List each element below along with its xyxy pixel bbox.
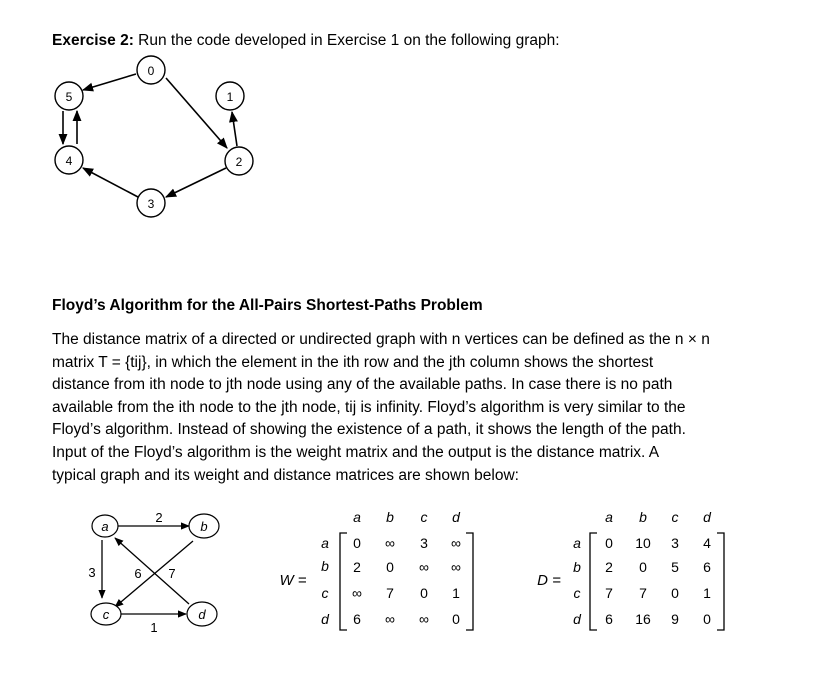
exercise-text: Run the code developed in Exercise 1 on the following graph: bbox=[133, 32, 560, 49]
matrix-cell: ∞ bbox=[451, 559, 461, 575]
weight-matrix-col-headers bbox=[353, 509, 461, 525]
matrix-cell: 10 bbox=[635, 535, 651, 551]
matrix-cell: 0 bbox=[386, 559, 394, 575]
distance-matrix bbox=[537, 509, 724, 630]
edge-2-3 bbox=[166, 168, 226, 197]
row-header: d bbox=[321, 611, 329, 627]
matrix-cell: ∞ bbox=[352, 585, 362, 601]
svg-text:c: c bbox=[102, 607, 110, 622]
row-header: c bbox=[321, 585, 329, 601]
matrix-cell: ∞ bbox=[451, 535, 461, 551]
graph1-node-4 bbox=[55, 146, 83, 174]
row-header: a bbox=[573, 535, 581, 551]
matrix-cell: 0 bbox=[639, 559, 647, 575]
right-bracket bbox=[717, 533, 724, 630]
weight-cd: 1 bbox=[150, 620, 158, 635]
col-header: c bbox=[420, 509, 428, 525]
svg-text:1: 1 bbox=[226, 90, 234, 104]
row-header: b bbox=[573, 559, 581, 575]
row-header: c bbox=[573, 585, 581, 601]
matrix-cell: 7 bbox=[639, 585, 647, 601]
paragraph-line: matrix T = {tij}, in which the element in the ith row and the jth column shows the shortest bbox=[52, 353, 654, 371]
matrix-cell: 7 bbox=[605, 585, 613, 601]
graph1-node-3 bbox=[137, 189, 165, 217]
col-header: d bbox=[452, 509, 460, 525]
left-bracket bbox=[590, 533, 597, 630]
section-title: Floyd’s Algorithm for the All-Pairs Shortest-Paths Problem bbox=[52, 297, 483, 314]
graph2-edges bbox=[102, 526, 193, 614]
matrix-cell: 1 bbox=[703, 585, 711, 601]
svg-text:4: 4 bbox=[65, 154, 73, 168]
edge-d-a bbox=[115, 538, 189, 604]
graph1-node-0 bbox=[137, 56, 165, 84]
matrix-cell: 0 bbox=[452, 611, 460, 627]
matrix-cell: 9 bbox=[671, 611, 679, 627]
paragraph-line: typical graph and its weight and distance matrices are shown below: bbox=[52, 466, 519, 484]
svg-text:5: 5 bbox=[65, 90, 73, 104]
svg-text:b: b bbox=[200, 519, 208, 534]
matrix-cell: ∞ bbox=[419, 559, 429, 575]
matrix-cell: ∞ bbox=[385, 535, 395, 551]
graph2-node-a bbox=[92, 515, 118, 537]
matrix-cell: 0 bbox=[353, 535, 361, 551]
graph2-node-c bbox=[91, 603, 121, 625]
paragraph-line: Floyd’s algorithm. Instead of showing the existence of a path, it shows the length of the path. bbox=[52, 421, 686, 439]
matrix-cell: 1 bbox=[452, 585, 460, 601]
matrix-cell: 2 bbox=[605, 559, 613, 575]
graph1-node-5 bbox=[55, 82, 83, 110]
edge-2-1 bbox=[232, 112, 237, 146]
svg-text:3: 3 bbox=[147, 197, 155, 211]
edge-3-4 bbox=[83, 168, 138, 197]
matrix-cell: ∞ bbox=[419, 611, 429, 627]
weight-matrix-row-headers bbox=[321, 535, 330, 627]
graph2-node-d bbox=[187, 602, 217, 626]
matrix-cell: 0 bbox=[420, 585, 428, 601]
distance-matrix-col-headers bbox=[605, 509, 712, 525]
graph1-edges bbox=[63, 74, 237, 197]
graph2-node-b bbox=[189, 514, 219, 538]
row-header: d bbox=[573, 611, 581, 627]
col-header: b bbox=[639, 509, 647, 525]
paragraph-line: available from the ith node to the jth node, tij is infinity. Floyd’s algorithm is very similar to the bbox=[52, 398, 686, 416]
matrix-cell: 16 bbox=[635, 611, 651, 627]
matrix-cell: 0 bbox=[671, 585, 679, 601]
svg-text:2: 2 bbox=[235, 155, 243, 169]
matrix-cell: ∞ bbox=[385, 611, 395, 627]
col-header: a bbox=[353, 509, 361, 525]
matrix-cell: 4 bbox=[703, 535, 711, 551]
weight-ab: 2 bbox=[155, 510, 163, 525]
matrix-cell: 5 bbox=[671, 559, 679, 575]
matrix-cell: 3 bbox=[671, 535, 679, 551]
paragraph-line: The distance matrix of a directed or undirected graph with n vertices can be defined as the n × n bbox=[52, 331, 710, 348]
svg-text:0: 0 bbox=[147, 64, 155, 78]
row-header: a bbox=[321, 535, 329, 551]
description-paragraph bbox=[52, 329, 782, 487]
matrix-cell: 0 bbox=[605, 535, 613, 551]
svg-text:a: a bbox=[101, 519, 109, 534]
col-header: a bbox=[605, 509, 613, 525]
edge-0-5 bbox=[83, 74, 136, 90]
matrix-cell: 2 bbox=[353, 559, 361, 575]
weight-matrix-cells bbox=[352, 535, 461, 627]
weight-matrix bbox=[279, 509, 473, 630]
matrix-cell: 6 bbox=[605, 611, 613, 627]
distance-matrix-row-headers bbox=[573, 535, 582, 627]
left-bracket bbox=[340, 533, 347, 630]
matrix-cell: 7 bbox=[386, 585, 394, 601]
row-header: b bbox=[321, 558, 329, 574]
paragraph-line: Input of the Floyd’s algorithm is the weight matrix and the output is the distance matrix. A bbox=[52, 443, 660, 461]
distance-matrix-name: D = bbox=[537, 572, 561, 589]
matrix-cell: 3 bbox=[420, 535, 428, 551]
distance-matrix-cells bbox=[605, 535, 711, 627]
paragraph-line: distance from ith node to jth node using any of the available paths. In case there is no path bbox=[52, 376, 673, 394]
col-header: c bbox=[671, 509, 679, 525]
weight-bc: 7 bbox=[168, 566, 176, 581]
exercise-label: Exercise 2: bbox=[52, 32, 134, 49]
svg-text:d: d bbox=[198, 607, 206, 622]
col-header: d bbox=[703, 509, 711, 525]
matrix-cell: 6 bbox=[353, 611, 361, 627]
weight-matrix-name: W = bbox=[279, 572, 307, 589]
matrix-cell: 6 bbox=[703, 559, 711, 575]
weight-da: 6 bbox=[134, 566, 142, 581]
weight-ac: 3 bbox=[88, 565, 96, 580]
matrix-cell: 0 bbox=[703, 611, 711, 627]
right-bracket bbox=[466, 533, 473, 630]
graph1-node-1 bbox=[216, 82, 244, 110]
graph1-node-2 bbox=[225, 147, 253, 175]
col-header: b bbox=[386, 509, 394, 525]
